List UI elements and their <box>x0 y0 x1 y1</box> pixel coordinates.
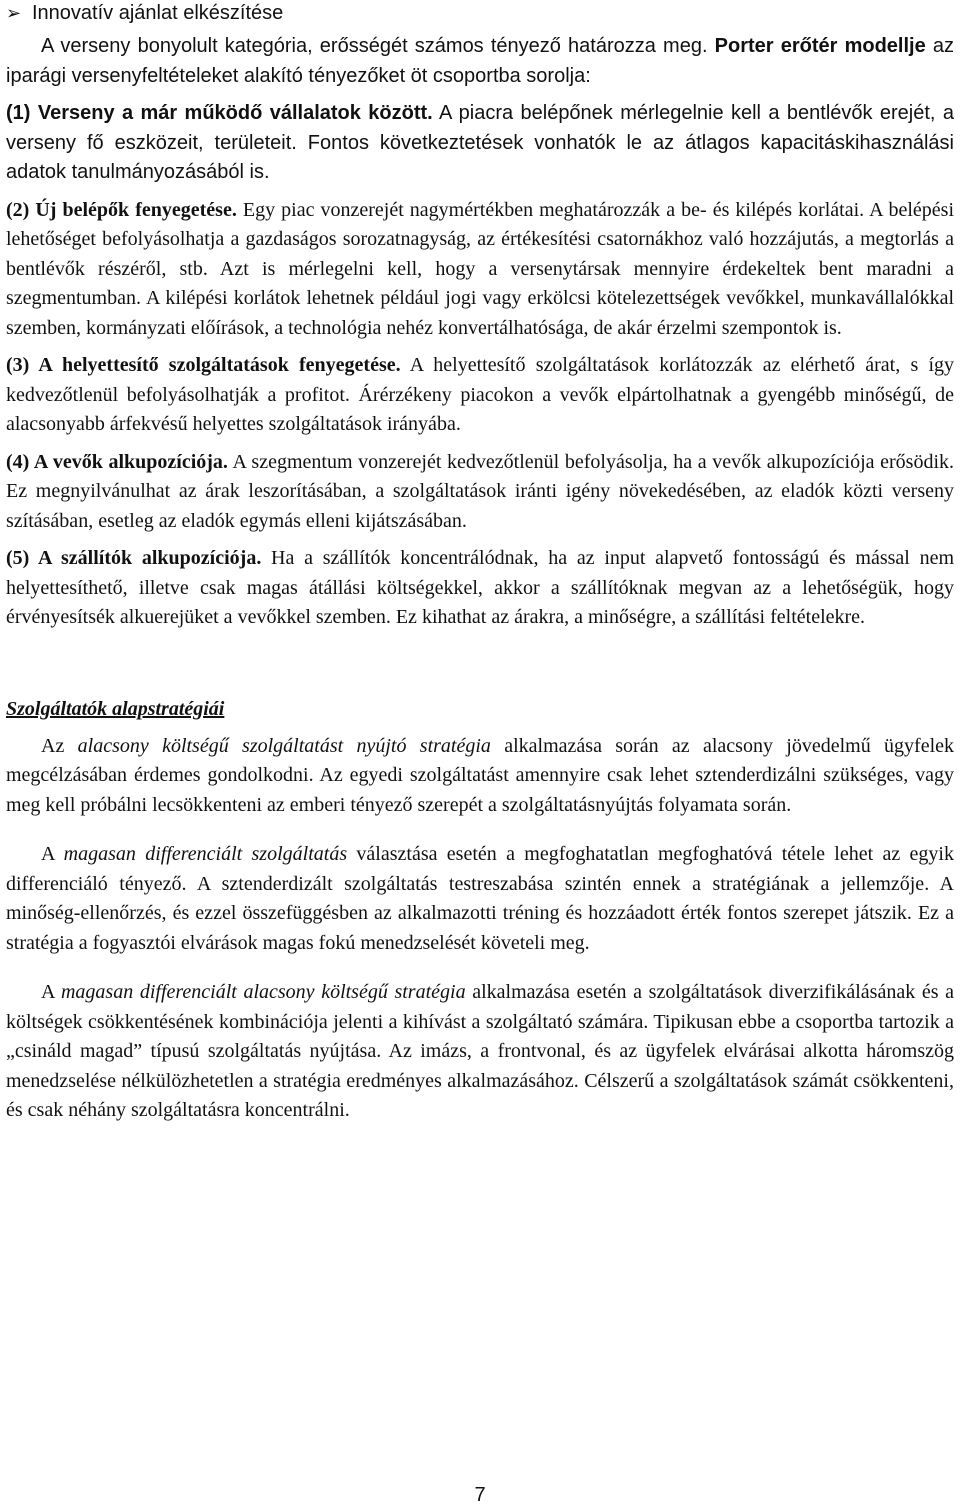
strategy-1-body: alkalmazása során az alacsony jövedelmű ügyfelek megcélzásában érdemes gondolkodni. Az egyedi szolgáltatást amennyire csak lehet sztenderdizálni szükséges, vagy meg kell próbálni lecsökkenteni az emberi tényező szerepét a szolgáltatásnyújtás folyamata során. <box>6 734 955 816</box>
force-body-5: Ha a szállítók koncentrálódnak, ha az input alapvető fontosságú és mással nem helyettesíthető, illetve csak magas átállási költségekkel, akkor a szállítóknak megvan az a lehetőségük, hogy érvényesítsék alkuerejüket a vevőkkel szemben. Ez kihathat az árakra, a minőségre, a szállítási feltételekre. <box>6 547 955 628</box>
force-paragraph-5 <box>6 544 954 633</box>
force-title-1: (1) Verseny a már működő vállalatok között. <box>6 102 433 124</box>
strategy-3-body: alkalmazása esetén a szolgáltatások diverzifikálásának és a költségek csökkentésének kombinációja jelenti a kihívást a szolgáltató számára. Tipikusan ebbe a csoportba tartozik a „csináld magad” típusú szolgáltatás nyújtása. Az imázs, a frontvonal, és az ügyfelek elvárásai alkotta háromszög menedzselése nélkülözhetetlen a stratégia eredményes alkalmazásához. Célszerű a szolgáltatások számát csökkenteni, és csak néhány szolgáltatásra koncentrálni. <box>6 981 954 1121</box>
force-body-3: A helyettesítő szolgáltatások korlátozzák az elérhető árat, s így kedvezőtlenül befolyásolhatják a profitot. Árérzékeny piacokon a vevők elpártolhatnak a gyengébb minőségű, de alacsonyabb árfekvésű helyettes szolgáltatások irányába. <box>6 354 954 435</box>
force-title-3: (3) A helyettesítő szolgáltatások fenyegetése. <box>6 354 401 376</box>
intro-emphasis: Porter erőtér modellje <box>714 35 926 57</box>
section-heading-text: Innovatív ajánlat elkészítése <box>32 2 284 24</box>
strategy-3-term: magasan differenciált alacsony költségű stratégia <box>60 981 466 1003</box>
strategy-paragraph-3 <box>6 978 954 1126</box>
arrow-bullet-icon: ➢ <box>6 3 22 23</box>
force-title-5: (5) A szállítók alkupozíciója. <box>6 547 262 569</box>
strategy-1-lead: Az <box>41 734 78 757</box>
force-body-2: Egy piac vonzerejét nagymértékben meghatározzák a be- és kilépés korlátai. A belépési lehetőséget befolyásolhatja a gazdaságos sorozatnagyság, az értékesítési csatornákhoz való hozzájutás, a megtorlás a bentlévők részéről, stb. Azt is mérlegelni kell, hogy a versenytársak mennyire érdekeltek bent maradni a szegmentumban. A kilépési korlátok lehetnek például jogi vagy erkölcsi kötelezettségek vevőkkel, munkavállalókkal szemben, kormányzati előírások, a technológia nehéz konvertálhatósága, de akár érzelmi szempontok is. <box>6 198 955 339</box>
force-title-4: (4) A vevők alkupozíciója. <box>6 450 228 473</box>
force-body-4: A szegmentum vonzerejét kedvezőtlenül befolyásolja, ha a vevők alkupozíciója erősödik. Ez megnyilvánulhat az árak leszorításában, a szolgáltatások iránti igény növekedésében, az eladók közti verseny szításában, esetleg az eladók egymás elleni kijátszásában. <box>6 450 955 532</box>
intro-text-cont: az iparági versenyfeltételeket alakító tényezőket öt csoportba sorolja: <box>6 35 954 87</box>
force-paragraph-3 <box>6 351 954 440</box>
strategy-paragraph-2 <box>6 840 954 958</box>
strategy-2-lead: A <box>41 843 64 865</box>
force-title-2: (2) Új belépők fenyegetése. <box>6 198 237 221</box>
strategy-2-body: választása esetén a megfoghatatlan megfoghatóvá tétele lehet az egyik differenciáló tényező. A sztenderdizált szolgáltatás testreszabása szintén ennek a stratégiának a jellemzője. A minőség-ellenőrzés, és ezzel összefüggésben az alkalmazotti tréning és hozzáadott érték fontos szerepet játszik. Ez a stratégia a fogyasztói elvárások magas fokú menedzselését követeli meg. <box>6 843 954 954</box>
subsection-title: Szolgáltatók alapstratégiái <box>6 697 225 720</box>
force-paragraph-2 <box>6 196 954 344</box>
document-page <box>6 0 954 1126</box>
section-heading <box>6 0 954 26</box>
intro-paragraph <box>6 32 954 91</box>
strategy-3-lead: A <box>41 981 61 1003</box>
strategy-1-term: alacsony költségű szolgáltatást nyújtó stratégia <box>77 734 491 757</box>
intro-text: A verseny bonyolult kategória, erősségét számos tényező határozza meg. <box>41 35 715 57</box>
strategy-paragraph-1 <box>6 732 954 821</box>
force-paragraph-4 <box>6 448 954 537</box>
strategy-2-term: magasan differenciált szolgáltatás <box>63 843 348 865</box>
force-paragraph-1 <box>6 99 954 188</box>
force-body-1: A piacra belépőnek mérlegelnie kell a bentlévők erejét, a verseny fő eszközeit, területeit. Fontos következtetések vonhatók le az átlagos kapacitáskihasználási adatok tanulmányozásából is. <box>6 102 955 183</box>
page-number: 7 <box>474 1484 486 1506</box>
